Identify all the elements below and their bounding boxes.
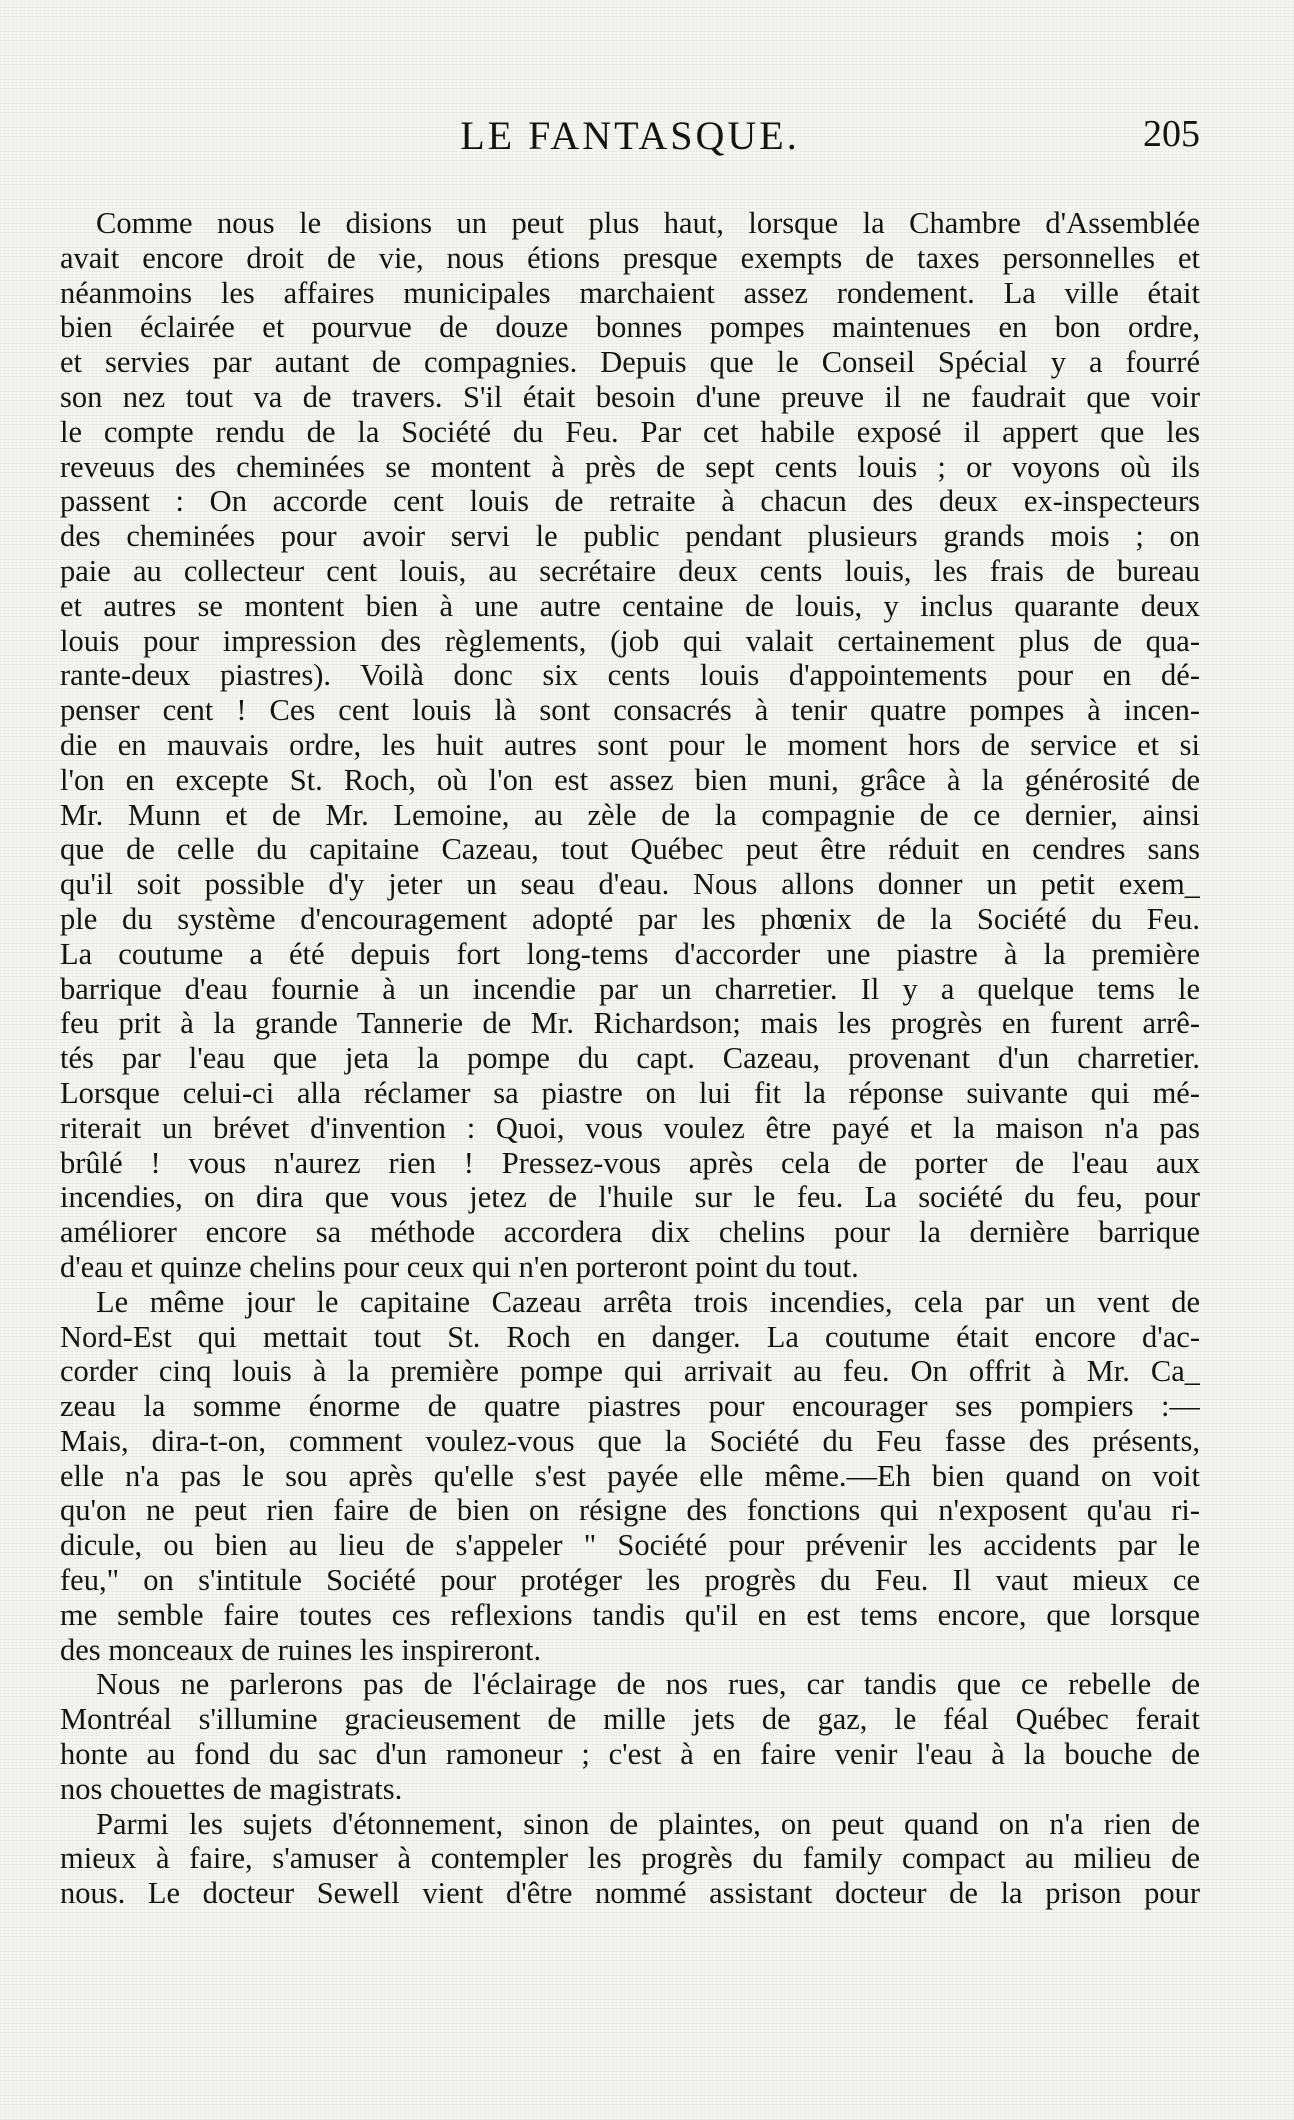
text-line: nous. Le docteur Sewell vient d'être nommé assistant docteur de la prison pour (60, 1876, 1200, 1911)
text-line: améliorer encore sa méthode accordera dix chelins pour la dernière barrique (60, 1215, 1200, 1250)
text-line: reveuus des cheminées se montent à près de sept cents louis ; or voyons où ils (60, 449, 1200, 484)
text-line: Lorsque celui-ci alla réclamer sa piastre on lui fit la réponse suivante qui mé- (60, 1075, 1200, 1110)
text-line: zeau la somme énorme de quatre piastres pour encourager ses pompiers :— (60, 1389, 1200, 1424)
text-line: des cheminées pour avoir servi le public pendant plusieurs grands mois ; on (60, 519, 1200, 554)
text-line: qu'on ne peut rien faire de bien on résigne des fonctions qui n'exposent qu'au ri- (60, 1493, 1200, 1528)
text-line: incendies, on dira que vous jetez de l'huile sur le feu. La société du feu, pour (60, 1180, 1200, 1215)
text-line: me semble faire toutes ces reflexions tandis qu'il en est tems encore, que lorsque (60, 1597, 1200, 1632)
text-line: honte au fond du sac d'un ramoneur ; c'est à en faire venir l'eau à la bouche de (60, 1737, 1200, 1772)
text-line: d'eau et quinze chelins pour ceux qui n'en porteront point du tout. (60, 1249, 859, 1284)
text-line: barrique d'eau fournie à un incendie par un charretier. Il y a quelque tems le (60, 971, 1200, 1006)
page-title: LE FANTASQUE. (460, 113, 800, 158)
text-line: et autres se montent bien à une autre centaine de louis, y inclus quarante deux (60, 588, 1200, 623)
text-line: paie au collecteur cent louis, au secrétaire deux cents louis, les frais de bureau (60, 553, 1200, 588)
text-line: bien éclairée et pourvue de douze bonnes pompes maintenues en bon ordre, (60, 310, 1200, 345)
text-line: Parmi les sujets d'étonnement, sinon de plaintes, on peut quand on n'a rien de (96, 1806, 1200, 1841)
text-line: Mais, dira-t-on, comment voulez-vous que la Société du Feu fasse des présents, (60, 1423, 1200, 1458)
text-line: dicule, ou bien au lieu de s'appeler " Société pour prévenir les accidents par le (60, 1528, 1200, 1563)
text-line: rante-deux piastres). Voilà donc six cents louis d'appointements pour en dé- (60, 658, 1200, 693)
text-line: feu," on s'intitule Société pour protéger les progrès du Feu. Il vaut mieux ce (60, 1563, 1200, 1598)
text-line: La coutume a été depuis fort long-tems d'accorder une piastre à la première (60, 936, 1200, 971)
page-number: 205 (1143, 113, 1200, 155)
text-line: l'on en excepte St. Roch, où l'on est assez bien muni, grâce à la générosité de (60, 762, 1200, 797)
text-line: qu'il soit possible d'y jeter un seau d'eau. Nous allons donner un petit exem_ (60, 867, 1200, 902)
text-line: Nous ne parlerons pas de l'éclairage de nos rues, car tandis que ce rebelle de (96, 1667, 1200, 1702)
text-line: louis pour impression des règlements, (job qui valait certainement plus de qua- (60, 623, 1200, 658)
text-line: néanmoins les affaires municipales marchaient assez rondement. La ville était (60, 275, 1200, 310)
text-line: que de celle du capitaine Cazeau, tout Québec peut être réduit en cendres sans (60, 832, 1200, 867)
text-line: penser cent ! Ces cent louis là sont consacrés à tenir quatre pompes à incen- (60, 693, 1200, 728)
text-line: feu prit à la grande Tannerie de Mr. Richardson; mais les progrès en furent arrê- (60, 1006, 1200, 1041)
text-line: le compte rendu de la Société du Feu. Par cet habile exposé il appert que les (60, 414, 1200, 449)
text-line: mieux à faire, s'amuser à contempler les progrès du family compact au milieu de (60, 1841, 1200, 1876)
text-line: Comme nous le disions un peut plus haut, lorsque la Chambre d'Assemblée (96, 206, 1200, 240)
text-line: Montréal s'illumine gracieusement de mille jets de gaz, le féal Québec ferait (60, 1702, 1200, 1737)
page-header (60, 112, 1200, 166)
text-line: ple du système d'encouragement adopté par les phœnix de la Société du Feu. (60, 901, 1200, 936)
text-line: des monceaux de ruines les inspireront. (60, 1632, 542, 1667)
text-line: elle n'a pas le sou après qu'elle s'est payée elle même.—Eh bien quand on voit (60, 1458, 1200, 1493)
text-line: Le même jour le capitaine Cazeau arrêta trois incendies, cela par un vent de (96, 1284, 1200, 1319)
text-line: Nord-Est qui mettait tout St. Roch en danger. La coutume était encore d'ac- (60, 1319, 1200, 1354)
text-line: nos chouettes de magistrats. (60, 1771, 403, 1806)
text-line: riterait un brévet d'invention : Quoi, vous voulez être payé et la maison n'a pas (60, 1110, 1200, 1145)
text-line: tés par l'eau que jeta la pompe du capt. Cazeau, provenant d'un charretier. (60, 1041, 1200, 1076)
article-body (60, 206, 1200, 1911)
text-line: son nez tout va de travers. S'il était besoin d'une preuve il ne faudrait que voir (60, 379, 1200, 414)
text-line: passent : On accorde cent louis de retraite à chacun des deux ex-inspecteurs (60, 484, 1200, 519)
text-line: die en mauvais ordre, les huit autres sont pour le moment hors de service et si (60, 727, 1200, 762)
text-line: corder cinq louis à la première pompe qui arrivait au feu. On offrit à Mr. Ca_ (60, 1354, 1200, 1389)
text-line: avait encore droit de vie, nous étions presque exempts de taxes personnelles et (60, 240, 1200, 275)
text-line: Mr. Munn et de Mr. Lemoine, au zèle de la compagnie de ce dernier, ainsi (60, 797, 1200, 832)
text-line: brûlé ! vous n'aurez rien ! Pressez-vous après cela de porter de l'eau aux (60, 1145, 1200, 1180)
text-line: et servies par autant de compagnies. Depuis que le Conseil Spécial y a fourré (60, 345, 1200, 380)
